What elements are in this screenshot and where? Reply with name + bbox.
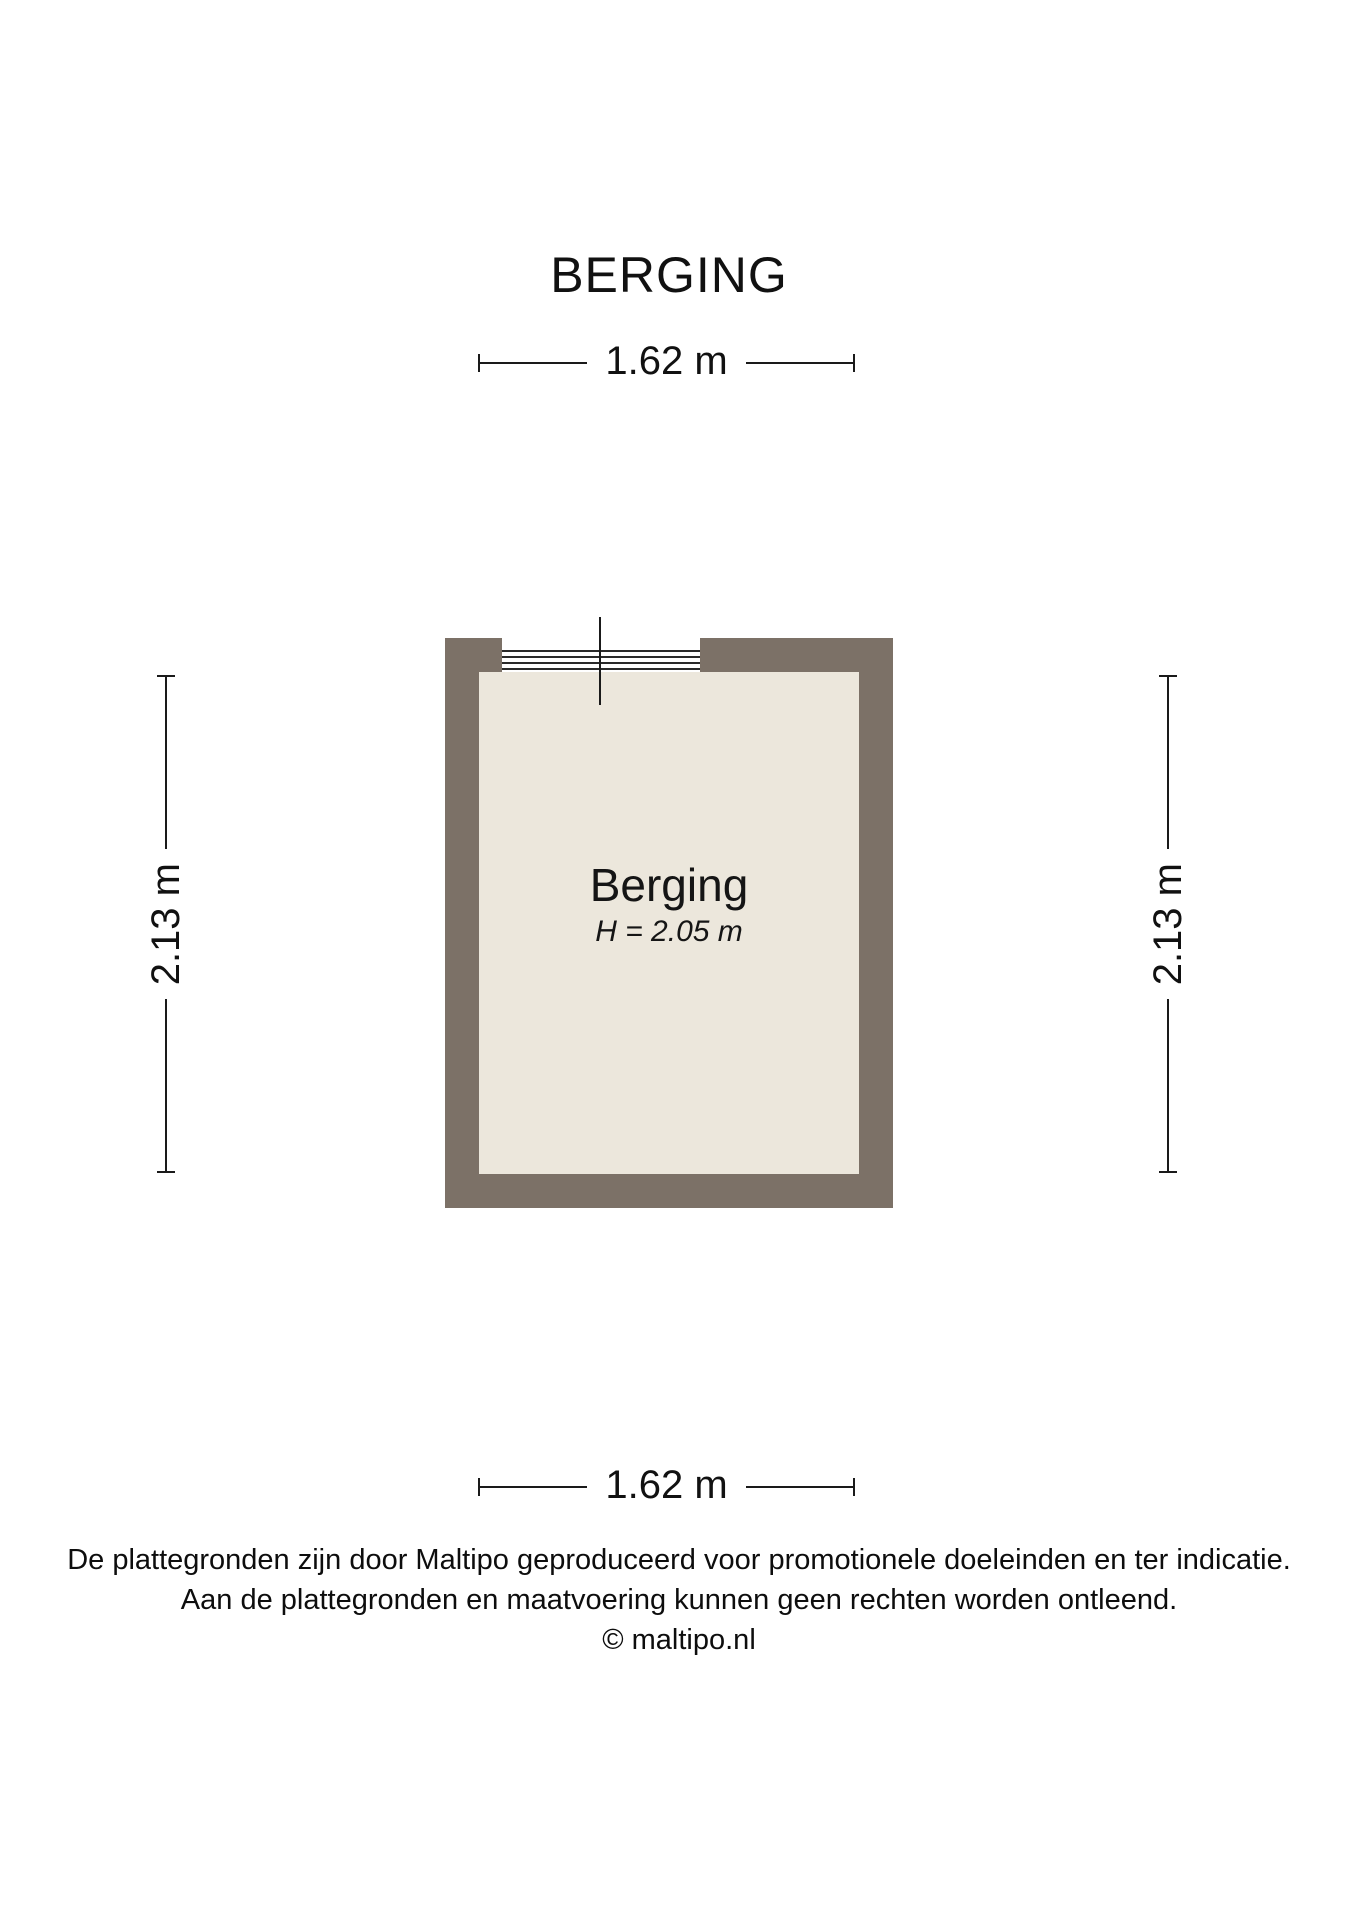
window-pane-line [502, 668, 700, 670]
dimension-tick [853, 354, 855, 372]
dimension-label: 2.13 m [1145, 862, 1190, 986]
dimension-bottom [478, 1463, 855, 1507]
room-walls [445, 638, 893, 1208]
dimension-line [746, 362, 853, 364]
dimension-label: 1.62 m [605, 339, 728, 383]
room-height-label: H = 2.05 m [595, 914, 743, 948]
room-label [445, 860, 893, 949]
room-name: Berging [589, 859, 749, 911]
window-pane-line [502, 662, 700, 664]
dimension-line [480, 362, 587, 364]
dimension-line [746, 1486, 853, 1488]
dimension-left [143, 675, 188, 1173]
dimension-top [478, 339, 855, 383]
footer-disclaimer [0, 1540, 1358, 1660]
dimension-tick [157, 1171, 175, 1173]
copyright-line: © maltipo.nl [602, 1624, 756, 1656]
dimension-right [1145, 675, 1190, 1173]
dimension-tick [1159, 1171, 1177, 1173]
dimension-line [1167, 677, 1169, 849]
disclaimer-line-2: Aan de plattegronden en maatvoering kunnen geen rechten worden ontleend. [180, 1584, 1178, 1616]
dimension-tick [853, 1478, 855, 1496]
dimension-line [165, 999, 167, 1171]
window-pane-line [502, 656, 700, 658]
dimension-line [165, 677, 167, 849]
dimension-label: 1.62 m [605, 1463, 728, 1507]
opening-marker-line [599, 617, 601, 705]
dimension-line [480, 1486, 587, 1488]
wall-opening-window [502, 638, 700, 672]
disclaimer-line-1: De plattegronden zijn door Maltipo geproduceerd voor promotionele doeleinden en ter indicatie. [67, 1544, 1291, 1576]
dimension-label: 2.13 m [143, 862, 188, 986]
window-pane-line [502, 650, 700, 652]
dimension-line [1167, 999, 1169, 1171]
plan-title: BERGING [550, 247, 788, 303]
